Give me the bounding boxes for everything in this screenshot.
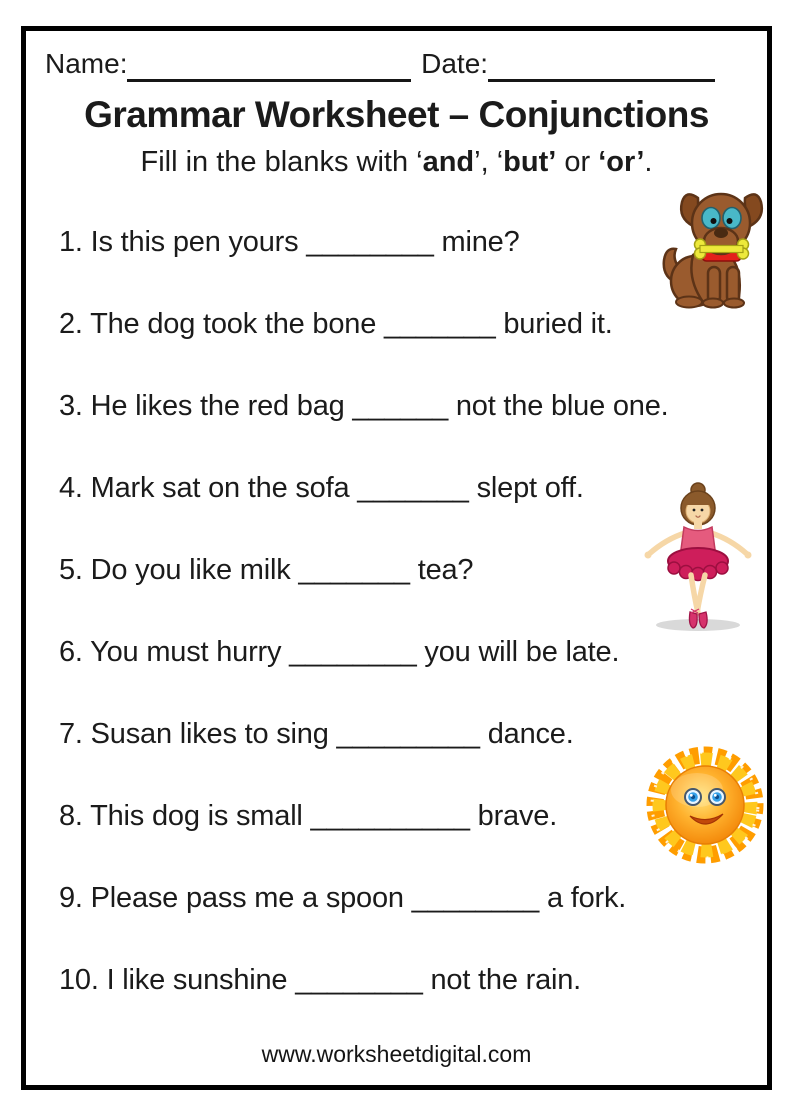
instruction-segment: but’: [503, 146, 557, 178]
dog-image: [658, 183, 766, 309]
ballerina-clipart: [636, 481, 760, 634]
ballerina-neck: [694, 521, 702, 529]
question-item: 2. The dog took the bone _______ buried it.: [59, 308, 613, 340]
question-item: 8. This dog is small __________ brave.: [59, 800, 558, 832]
ballerina-head: [681, 483, 715, 525]
question-item: 6. You must hurry ________ you will be late.: [59, 636, 620, 668]
sun-clipart: [642, 745, 768, 867]
date-label: Date:: [421, 48, 489, 79]
sun-eye-left: [685, 789, 701, 805]
ballerina-tutu: [668, 548, 728, 581]
ballerina-image: [636, 481, 760, 634]
sun-image: [642, 745, 768, 867]
ballerina-shadow: [656, 619, 740, 631]
date-blank-line: [488, 47, 715, 82]
footer-url: www.worksheetdigital.com: [261, 1041, 532, 1067]
instruction-segment: Fill in the blanks with ‘: [140, 146, 423, 178]
question-item: 7. Susan likes to sing _________ dance.: [59, 718, 574, 750]
dog-eye-left: [702, 208, 720, 229]
question-item: 5. Do you like milk _______ tea?: [59, 554, 474, 586]
dog-clipart: [658, 183, 766, 309]
instruction-segment: and: [422, 146, 475, 178]
instruction-segment: ‘or’: [598, 146, 645, 178]
name-label: Name:: [45, 48, 128, 79]
question-item: 3. He likes the red bag ______ not the blue one.: [59, 390, 669, 422]
worksheet-title: Grammar Worksheet – Conjunctions: [84, 94, 709, 135]
question-item: 10. I like sunshine ________ not the rain.: [59, 964, 582, 996]
question-item: 9. Please pass me a spoon ________ a fork.: [59, 882, 627, 914]
dog-eye-right: [723, 208, 741, 229]
instruction-segment: or: [556, 146, 599, 178]
instructions-line: [0, 146, 793, 179]
instruction-segment: .: [644, 146, 653, 178]
dog-nose: [714, 228, 728, 238]
sun-eye-right: [709, 789, 725, 805]
name-blank-line: [127, 47, 411, 82]
name-date-row: [45, 44, 715, 82]
instruction-segment: ’, ‘: [474, 146, 504, 178]
sun-face: [666, 766, 744, 844]
question-item: 1. Is this pen yours ________ mine?: [59, 226, 520, 258]
question-item: 4. Mark sat on the sofa _______ slept off.: [59, 472, 584, 504]
